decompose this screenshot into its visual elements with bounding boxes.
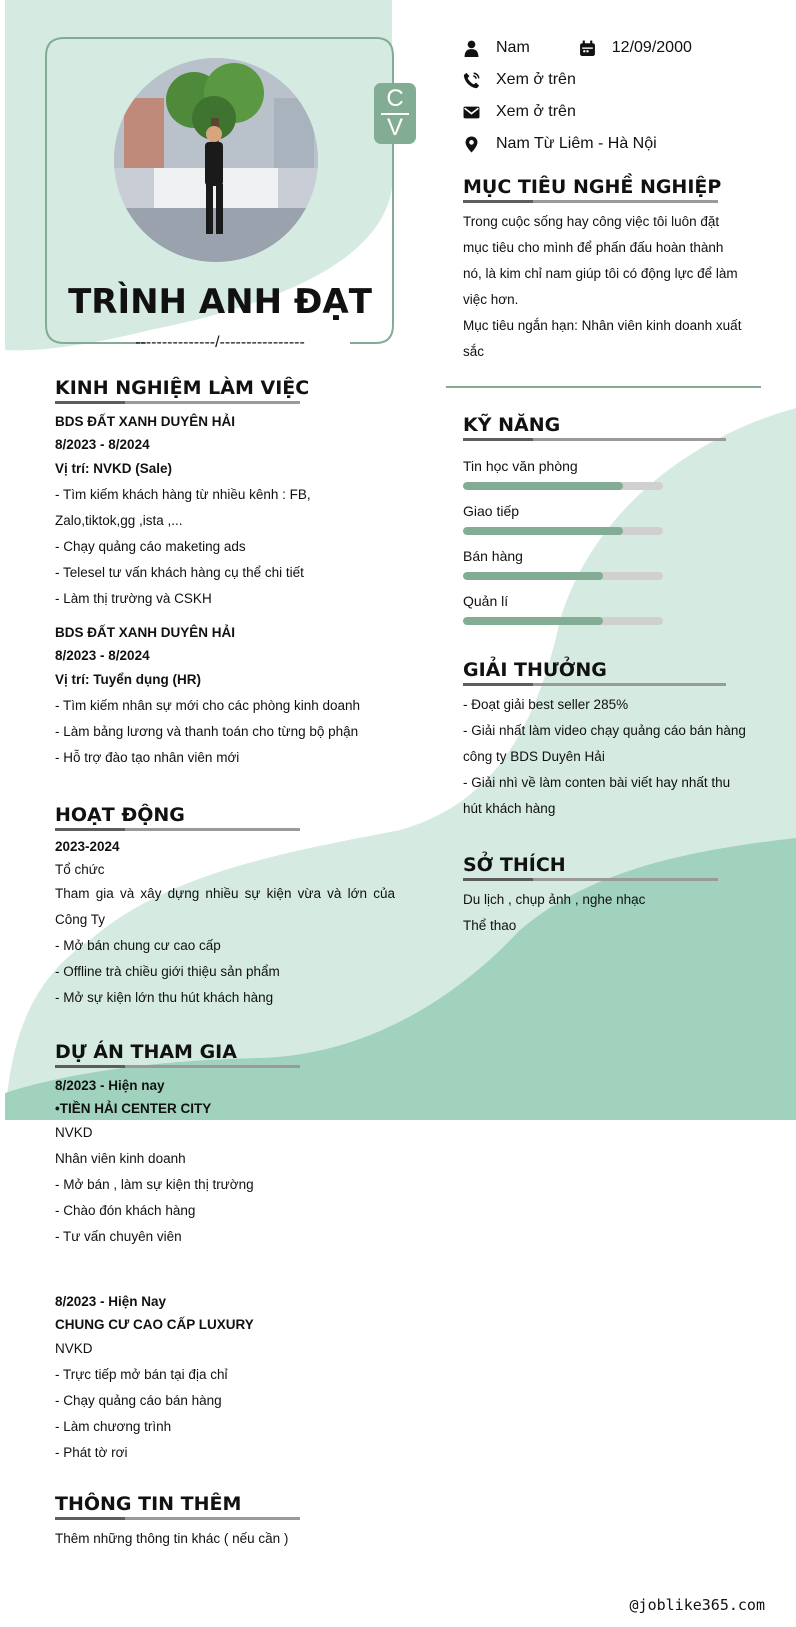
- skill-bar-fill: [463, 482, 623, 490]
- skill-item: [463, 591, 663, 625]
- contact-gender: [463, 37, 692, 59]
- award-line: hút khách hàng: [463, 801, 556, 816]
- more-info-section: [55, 1493, 395, 1552]
- hobbies-title: SỞ THÍCH: [463, 854, 566, 876]
- objective-line: mục tiêu cho mình để phấn đấu hoàn thành: [463, 240, 724, 255]
- skills-underline: [463, 438, 726, 441]
- objective-underline: [463, 200, 718, 203]
- projects-underline: [55, 1065, 300, 1068]
- objective-section: [463, 176, 763, 365]
- project-line: NVKD: [55, 1341, 93, 1356]
- skill-name: Tin học văn phòng: [463, 458, 578, 474]
- skill-item: [463, 546, 663, 580]
- contact-phone: [463, 69, 576, 91]
- skill-bar-fill: [463, 617, 603, 625]
- more-info-underline: [55, 1517, 300, 1520]
- project-line: - Chạy quảng cáo bán hàng: [55, 1393, 222, 1408]
- activity-line: - Mở sự kiện lớn thu hút khách hàng: [55, 990, 274, 1005]
- skill-bar-fill: [463, 572, 603, 580]
- awards-text: [463, 692, 768, 822]
- experience-line: - Chạy quảng cáo maketing ads: [55, 539, 246, 554]
- projects-title: DỰ ÁN THAM GIA: [55, 1041, 237, 1063]
- more-info-title: THÔNG TIN THÊM: [55, 1493, 242, 1515]
- skill-bar-fill: [463, 527, 623, 535]
- phone-icon: [463, 72, 480, 89]
- hobbies-text: [463, 887, 763, 939]
- project-entry: [55, 1074, 395, 1250]
- award-line: - Giải nhì về làm conten bài viết hay nhất thu: [463, 775, 731, 790]
- calendar-icon: [579, 40, 596, 57]
- experience-underline: [55, 401, 300, 404]
- email-value: Xem ở trên: [496, 103, 576, 120]
- activity-line: Công Ty: [55, 912, 106, 927]
- activities-organizer: Tổ chức: [55, 862, 105, 877]
- experience-period: 8/2023 - 8/2024: [55, 648, 150, 663]
- project-period: 8/2023 - Hiện nay: [55, 1078, 165, 1093]
- project-name: CHUNG CƯ CAO CẤP LUXURY: [55, 1317, 254, 1332]
- experience-section: [55, 377, 400, 771]
- project-period: 8/2023 - Hiện Nay: [55, 1294, 167, 1309]
- experience-position: Vị trí: Tuyển dụng (HR): [55, 672, 201, 687]
- contact-address: [463, 133, 657, 155]
- project-entry: [55, 1290, 395, 1466]
- experience-line: Zalo,tiktok,gg ,ista ,...: [55, 513, 183, 528]
- hobbies-section: [463, 854, 763, 939]
- objective-line: việc hơn.: [463, 292, 519, 307]
- location-pin-icon: [463, 136, 480, 153]
- activities-underline: [55, 828, 300, 831]
- experience-company: BDS ĐẤT XANH DUYÊN HẢI: [55, 414, 236, 429]
- person-icon: [463, 40, 480, 57]
- experience-entry: [55, 621, 400, 771]
- experience-line: - Tìm kiếm khách hàng từ nhiều kênh : FB,: [55, 487, 311, 502]
- skill-bar: [463, 482, 663, 490]
- gender-value: Nam: [496, 39, 530, 56]
- skill-item: [463, 456, 663, 490]
- cv-badge: [374, 83, 416, 144]
- experience-line: - Làm thị trường và CSKH: [55, 591, 212, 606]
- objective-line: Mục tiêu ngắn hạn: Nhân viên kinh doanh xuất: [463, 318, 742, 333]
- skill-name: Giao tiếp: [463, 503, 520, 519]
- project-line: - Tư vấn chuyên viên: [55, 1229, 182, 1244]
- project-line: - Phát tờ rơi: [55, 1445, 128, 1460]
- skill-name: Quản lí: [463, 593, 509, 609]
- project-line: Nhân viên kinh doanh: [55, 1151, 186, 1166]
- project-line: - Trực tiếp mở bán tại địa chỉ: [55, 1367, 228, 1382]
- contact-email: [463, 101, 576, 123]
- phone-value: Xem ở trên: [496, 71, 576, 88]
- activities-text: [55, 881, 395, 1011]
- hobbies-underline: [463, 878, 718, 881]
- objective-line: sắc: [463, 344, 485, 359]
- experience-position: Vị trí: NVKD (Sale): [55, 461, 173, 476]
- activity-line: - Mở bán chung cư cao cấp: [55, 938, 221, 953]
- skill-bar: [463, 572, 663, 580]
- project-line: - Chào đón khách hàng: [55, 1203, 196, 1218]
- footer-watermark: @joblike365.com: [629, 1596, 765, 1614]
- experience-line: - Telesel tư vấn khách hàng cụ thể chi tiết: [55, 565, 304, 580]
- objective-line: Trong cuộc sống hay công việc tôi luôn đặt: [463, 214, 720, 229]
- project-line: - Mở bán , làm sự kiện thị trường: [55, 1177, 254, 1192]
- experience-company: BDS ĐẤT XANH DUYÊN HẢI: [55, 625, 236, 640]
- experience-period: 8/2023 - 8/2024: [55, 437, 150, 452]
- experience-line: - Làm bảng lương và thanh toán cho từng bộ phận: [55, 724, 359, 739]
- activities-title: HOẠT ĐỘNG: [55, 804, 185, 826]
- activity-line: Tham gia và xây dựng nhiều sự kiện vừa và lớn của: [55, 886, 395, 901]
- hobby-line: Du lịch , chụp ảnh , nghe nhạc: [463, 892, 646, 907]
- experience-line: - Hỗ trợ đào tạo nhân viên mới: [55, 750, 240, 765]
- objective-divider: [446, 386, 761, 388]
- awards-underline: [463, 683, 726, 686]
- experience-line: - Tìm kiếm nhân sự mới cho các phòng kinh doanh: [55, 698, 361, 713]
- awards-title: GIẢI THƯỞNG: [463, 659, 607, 681]
- hobby-line: Thể thao: [463, 918, 517, 933]
- profile-name: TRÌNH ANH ĐẠT: [68, 282, 372, 322]
- name-divider: ---------------/----------------: [135, 334, 305, 351]
- objective-text: [463, 209, 763, 365]
- projects-section: [55, 1041, 395, 1466]
- activities-period: 2023-2024: [55, 839, 120, 854]
- award-line: - Đoạt giải best seller 285%: [463, 697, 629, 712]
- skill-name: Bán hàng: [463, 548, 523, 564]
- awards-section: [463, 659, 768, 822]
- badge-letter-bottom: V: [386, 114, 403, 141]
- badge-letter-top: C: [386, 85, 404, 112]
- birthday-value: 12/09/2000: [611, 39, 692, 56]
- activities-section: [55, 804, 395, 1011]
- skill-bar: [463, 527, 663, 535]
- avatar-photo: [114, 58, 318, 262]
- skills-title: KỸ NĂNG: [463, 414, 561, 436]
- project-name: •TIỀN HẢI CENTER CITY: [55, 1101, 212, 1116]
- award-line: - Giải nhất làm video chạy quảng cáo bán hàng: [463, 723, 746, 738]
- skill-item: [463, 501, 663, 535]
- experience-entry: [55, 410, 400, 612]
- award-line: công ty BDS Duyên Hải: [463, 749, 605, 764]
- activity-line: - Offline trà chiều giới thiệu sản phẩm: [55, 964, 280, 979]
- skills-section: [463, 414, 726, 441]
- experience-title: KINH NGHIỆM LÀM VIỆC: [55, 377, 310, 399]
- project-line: - Làm chương trình: [55, 1419, 172, 1434]
- project-line: NVKD: [55, 1125, 93, 1140]
- envelope-icon: [463, 104, 480, 121]
- skill-bar: [463, 617, 663, 625]
- objective-line: nó, là kim chỉ nam giúp tôi có động lực để làm: [463, 266, 738, 281]
- avatar: [114, 58, 318, 262]
- more-info-text: Thêm những thông tin khác ( nếu cần ): [55, 1531, 289, 1546]
- objective-title: MỤC TIÊU NGHỀ NGHIỆP: [463, 176, 722, 198]
- address-value: Nam Từ Liêm - Hà Nội: [496, 135, 657, 152]
